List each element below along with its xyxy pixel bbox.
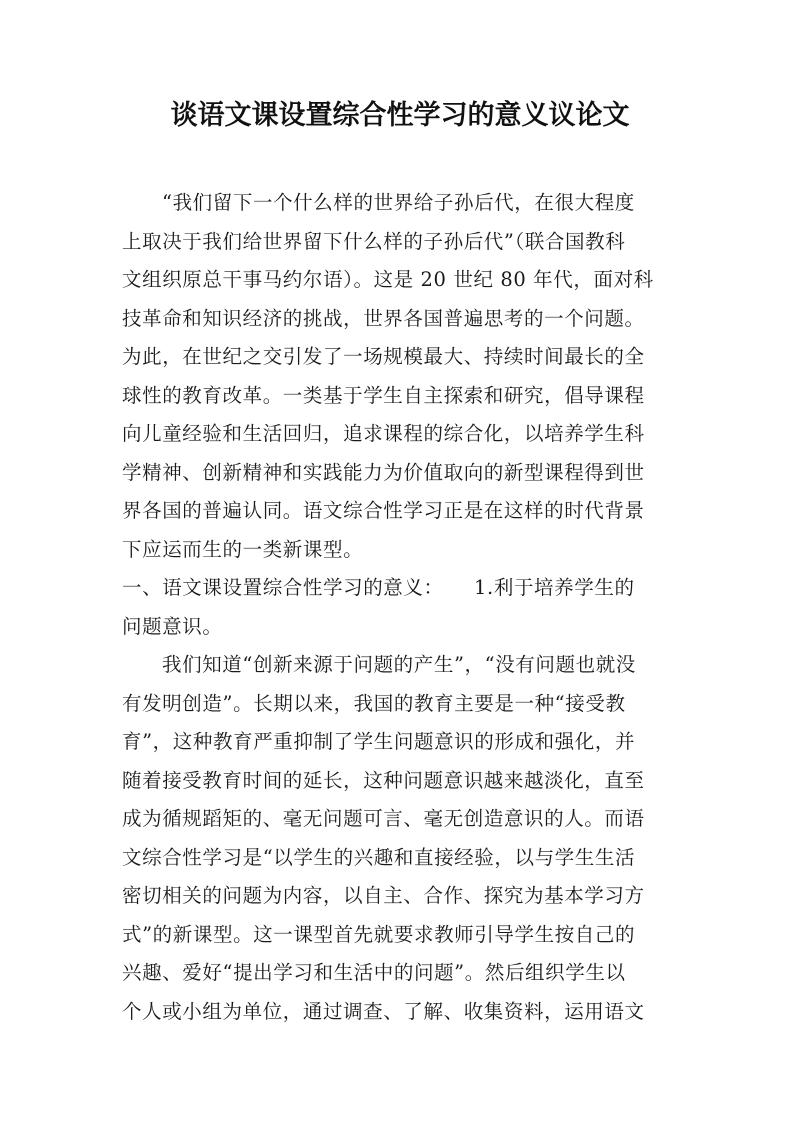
paragraph-line: 向儿童经验和生活回归，追求课程的综合化，以培养学生科 (122, 422, 645, 445)
paragraph-line: 育”，这种教育严重抑制了学生问题意识的形成和强化，并 (122, 730, 636, 753)
paragraph-line: 界各国的普遍认同。语文综合性学习正是在这样的时代背景 (122, 499, 645, 522)
paragraph-line: 有发明创造”。长期以来，我国的教育主要是一种“接受教 (122, 691, 626, 715)
paragraph-line: 文组织原总干事马约尔语）。这是 20 世纪 80 年代，面对科 (122, 268, 654, 291)
section-heading-line: 一、语文课设置综合性学习的意义： 1.利于培养学生的 (122, 576, 635, 599)
paragraph-line: 球性的教育改革。一类基于学生自主探索和研究，倡导课程 (122, 383, 645, 407)
paragraph-line: 随着接受教育时间的延长，这种问题意识越来越淡化，直至 (122, 768, 645, 792)
paragraph-line: 下应运而生的一类新课型。 (122, 537, 364, 561)
paragraph-line: 兴趣、爱好“提出学习和生活中的问题”。然后组织学生以 (122, 961, 626, 984)
paragraph-line: 学精神、创新精神和实践能力为价值取向的新型课程得到世 (122, 460, 645, 484)
paragraph-line: 式”的新课型。这一课型首先就要求教师引导学生按自己的 (122, 922, 636, 946)
paragraph-line: 我们知道“创新来源于问题的产生”，“没有问题也就没 (162, 653, 636, 676)
section-heading-line: 问题意识。 (122, 614, 223, 638)
paragraph-line: 上取决于我们给世界留下什么样的子孙后代”（联合国教科 (122, 229, 626, 253)
paragraph-line: 个人或小组为单位，通过调查、了解、收集资料，运用语文 (122, 999, 645, 1023)
paragraph-line: 文综合性学习是“以学生的兴趣和直接经验，以与学生生活 (122, 845, 636, 869)
paragraph-line: 为此，在世纪之交引发了一场规模最大、持续时间最长的全 (122, 345, 645, 368)
paragraph-line: 成为循规蹈矩的、毫无问题可言、毫无创造意识的人。而语 (122, 807, 645, 830)
paragraph-line: “我们留下一个什么样的世界给子孙后代，在很大程度 (162, 191, 635, 214)
document-title: 谈语文课设置综合性学习的意义议论文 (170, 100, 630, 131)
paragraph-line: 密切相关的问题为内容，以自主、合作、探究为基本学习方 (122, 884, 645, 907)
document-body (122, 184, 700, 1031)
paragraph-line: 技革命和知识经济的挑战，世界各国普遍思考的一个问题。 (122, 306, 645, 330)
